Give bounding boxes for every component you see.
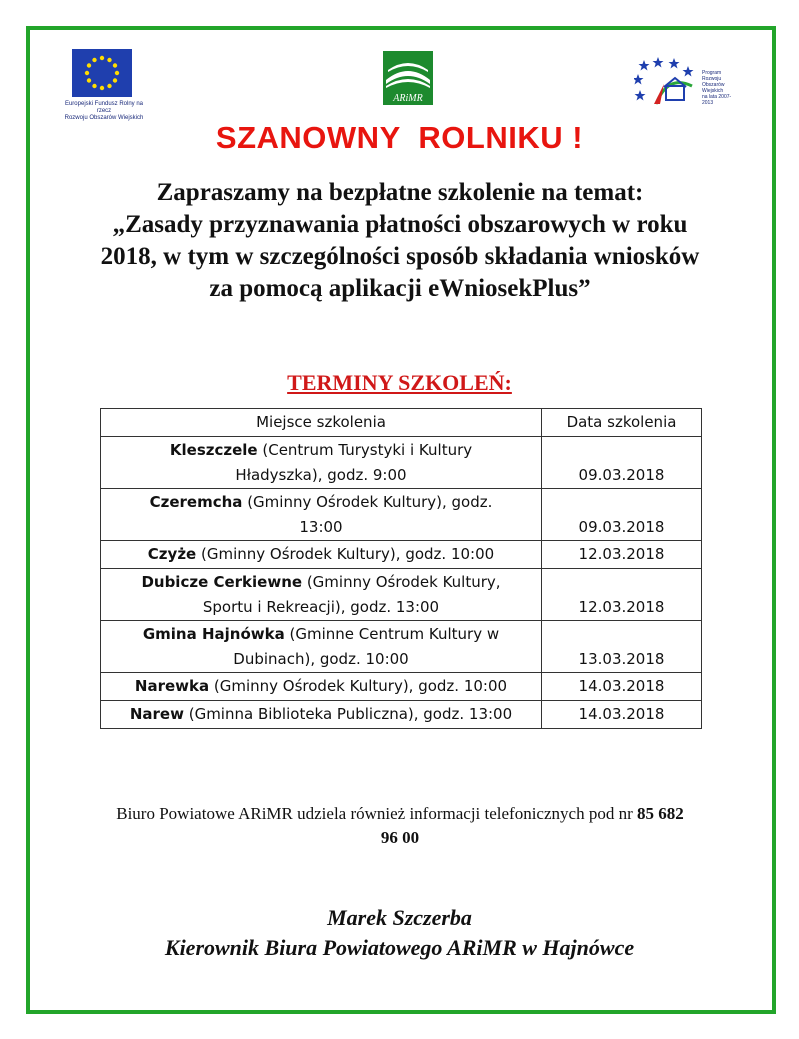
place-cell bbox=[101, 568, 542, 620]
place-name: Narew bbox=[129, 704, 184, 723]
column-header-date: Data szkolenia bbox=[542, 409, 702, 437]
signature-name: Marek Szczerba bbox=[327, 905, 472, 930]
phone-number-part1: 85 682 bbox=[636, 804, 684, 823]
table-row bbox=[101, 673, 702, 701]
intro-text bbox=[40, 177, 760, 305]
prow-emblem-icon bbox=[634, 56, 704, 112]
place-detail: Sportu i Rekreacji), godz. 13:00 bbox=[202, 597, 440, 616]
date-cell: 14.03.2018 bbox=[542, 700, 702, 728]
prow-caption: Program Rozwoju Obszarów Wiejskich na lata 2007-2013 bbox=[702, 70, 732, 106]
schedule-title: TERMINY SZKOLEŃ: bbox=[287, 370, 512, 395]
place-name: Narewka bbox=[134, 677, 210, 696]
column-header-place: Miejsce szkolenia bbox=[101, 409, 542, 437]
place-name: Czyże bbox=[147, 545, 197, 564]
phone-info-text: Biuro Powiatowe ARiMR udziela również informacji telefonicznych pod nr bbox=[116, 804, 637, 823]
place-name: Gmina Hajnówka bbox=[142, 625, 285, 644]
place-detail: (Gminne Centrum Kultury w bbox=[284, 625, 500, 644]
place-cell bbox=[101, 489, 542, 541]
place-cell bbox=[101, 621, 542, 673]
date-cell: 12.03.2018 bbox=[542, 568, 702, 620]
date-cell: 13.03.2018 bbox=[542, 621, 702, 673]
table-row bbox=[101, 489, 702, 541]
date-cell: 09.03.2018 bbox=[542, 437, 702, 489]
eu-logo bbox=[58, 49, 158, 122]
intro-line: za pomocą aplikacji eWniosekPlus” bbox=[209, 275, 591, 302]
intro-line: „Zasady przyznawania płatności obszarowych w roku bbox=[112, 211, 688, 238]
table-row bbox=[101, 541, 702, 569]
schedule-table bbox=[100, 408, 702, 729]
table-header-row bbox=[101, 409, 702, 437]
phone-number-part2: 96 00 bbox=[380, 828, 420, 847]
place-detail: (Gminny Ośrodek Kultury), godz. bbox=[242, 493, 493, 512]
place-cell bbox=[101, 437, 542, 489]
place-detail: (Gminny Ośrodek Kultury), godz. 10:00 bbox=[196, 545, 495, 564]
signature-title: Kierownik Biura Powiatowego ARiMR w Hajnówce bbox=[164, 935, 635, 960]
place-detail: (Centrum Turystyki i Kultury bbox=[257, 441, 473, 459]
intro-line: Zapraszamy na bezpłatne szkolenie na temat: bbox=[156, 179, 644, 206]
place-detail: Dubinach), godz. 10:00 bbox=[233, 649, 409, 668]
place-cell bbox=[101, 541, 542, 569]
table-row bbox=[101, 568, 702, 620]
place-detail: Hładyszka), godz. 9:00 bbox=[235, 465, 407, 484]
eu-caption: Europejski Fundusz Rolny na rzecz Rozwoju Obszarów Wiejskich bbox=[64, 101, 144, 121]
signature-block bbox=[0, 903, 799, 963]
place-detail: 13:00 bbox=[299, 517, 343, 536]
place-detail: (Gminny Ośrodek Kultury, bbox=[302, 572, 501, 591]
place-cell bbox=[101, 700, 542, 728]
table-row bbox=[101, 437, 702, 489]
headline: SZANOWNY ROLNIKU ! bbox=[215, 120, 584, 155]
place-detail: (Gminna Biblioteka Publiczna), godz. 13:00 bbox=[183, 704, 513, 723]
eu-flag-icon bbox=[72, 49, 132, 97]
date-cell: 14.03.2018 bbox=[542, 673, 702, 701]
arimr-logo bbox=[382, 50, 434, 106]
arimr-label: ARiMR bbox=[393, 93, 423, 104]
place-detail: (Gminny Ośrodek Kultury), godz. 10:00 bbox=[209, 677, 508, 696]
phone-info bbox=[40, 802, 760, 850]
place-name: Czeremcha bbox=[149, 493, 243, 512]
date-cell: 12.03.2018 bbox=[542, 541, 702, 569]
place-name: Dubicze Cerkiewne bbox=[141, 572, 303, 591]
place-cell bbox=[101, 673, 542, 701]
intro-line: 2018, w tym w szczególności sposób składania wniosków bbox=[100, 243, 700, 270]
table-row bbox=[101, 700, 702, 728]
place-name: Kleszczele bbox=[169, 441, 258, 459]
prow-logo bbox=[634, 56, 738, 112]
date-cell: 09.03.2018 bbox=[542, 489, 702, 541]
table-row bbox=[101, 621, 702, 673]
